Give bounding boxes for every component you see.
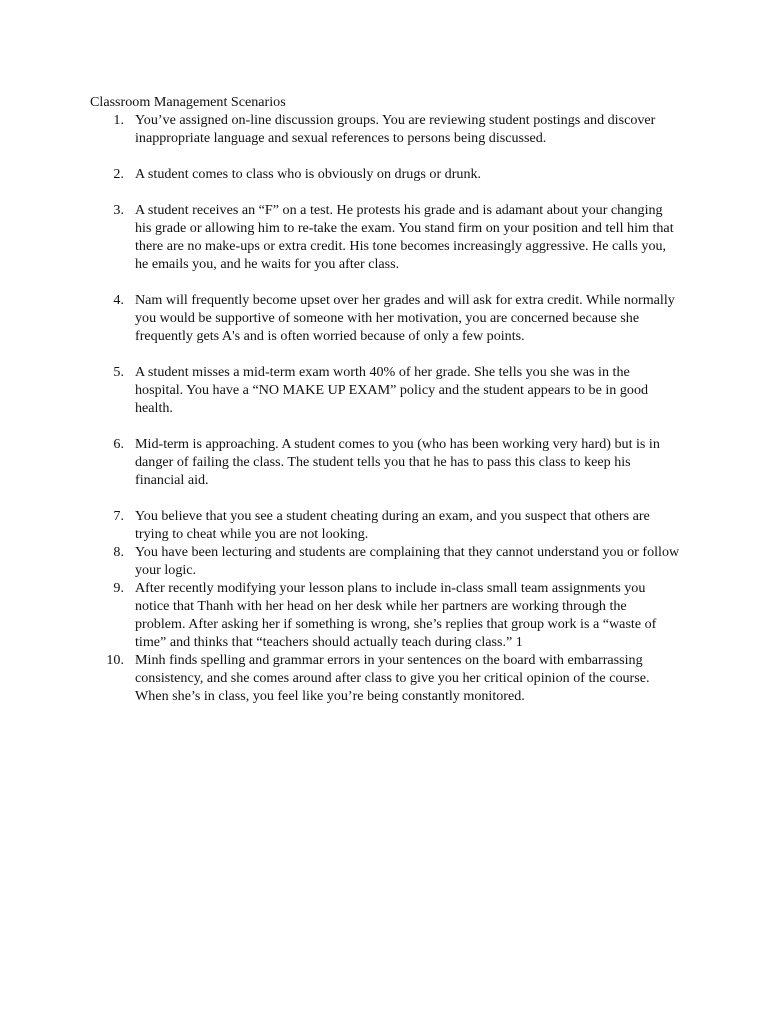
scenario-number: 10. [106,652,124,668]
scenario-text: Minh finds spelling and grammar errors in your sentences on the board with embarrassing consistency, and she comes around after class to give you her critical opinion of the course. When she’s in class, you feel like you’re being constantly monitored. [135,652,650,704]
document-body [90,93,680,705]
scenario-number: 3. [113,202,124,218]
scenario-text: You’ve assigned on-line discussion groups. You are reviewing student postings and discover inappropriate language and sexual references to persons being discussed. [135,112,656,146]
scenario-item-4 [90,291,680,345]
scenario-text: A student misses a mid-term exam worth 40% of her grade. She tells you she was in the hospital. You have a “NO MAKE UP EXAM” policy and the student appears to be in good health. [135,364,649,416]
document-title: Classroom Management Scenarios [90,94,286,110]
scenario-number: 4. [113,292,124,308]
scenario-item-6 [90,435,680,489]
scenario-number: 2. [113,166,124,182]
scenario-number: 5. [113,364,124,380]
scenario-text: You believe that you see a student cheating during an exam, and you suspect that others are trying to cheat while you are not looking. [135,508,650,542]
scenario-text: You have been lecturing and students are complaining that they cannot understand you or follow your logic. [135,544,680,578]
scenario-number: 1. [113,112,124,128]
scenario-item-9 [90,579,680,651]
scenario-number: 7. [113,508,124,524]
scenario-text: A student comes to class who is obviously on drugs or drunk. [135,166,482,182]
scenario-item-8 [90,543,680,579]
scenario-item-3 [90,201,680,273]
scenario-number: 6. [113,436,124,452]
scenario-item-10 [90,651,680,705]
scenario-number: 9. [113,580,124,596]
scenario-list [90,111,680,705]
scenario-item-1 [90,111,680,147]
scenario-number: 8. [113,544,124,560]
scenario-text: After recently modifying your lesson plans to include in-class small team assignments you notice that Thanh with her head on her desk while her partners are working through the problem. After asking her if something is wrong, she’s replies that group work is a “waste of time” and thinks that “teachers should actually teach during class.” 1 [135,580,657,650]
scenario-text: Mid-term is approaching. A student comes to you (who has been working very hard) but is in danger of failing the class. The student tells you that he has to pass this class to keep his financial aid. [135,436,660,488]
scenario-item-5 [90,363,680,417]
scenario-item-2 [90,165,680,183]
scenario-item-7 [90,507,680,543]
scenario-text: A student receives an “F” on a test. He protests his grade and is adamant about your changing his grade or allowing him to re-take the exam. You stand firm on your position and tell him that there are no make-ups or extra credit. His tone becomes increasingly aggressive. He calls you, he emails you, and he waits for you after class. [135,202,674,272]
scenario-text: Nam will frequently become upset over her grades and will ask for extra credit. While normally you would be supportive of someone with her motivation, you are concerned because she frequently gets A's and is often worried because of only a few points. [135,292,675,344]
